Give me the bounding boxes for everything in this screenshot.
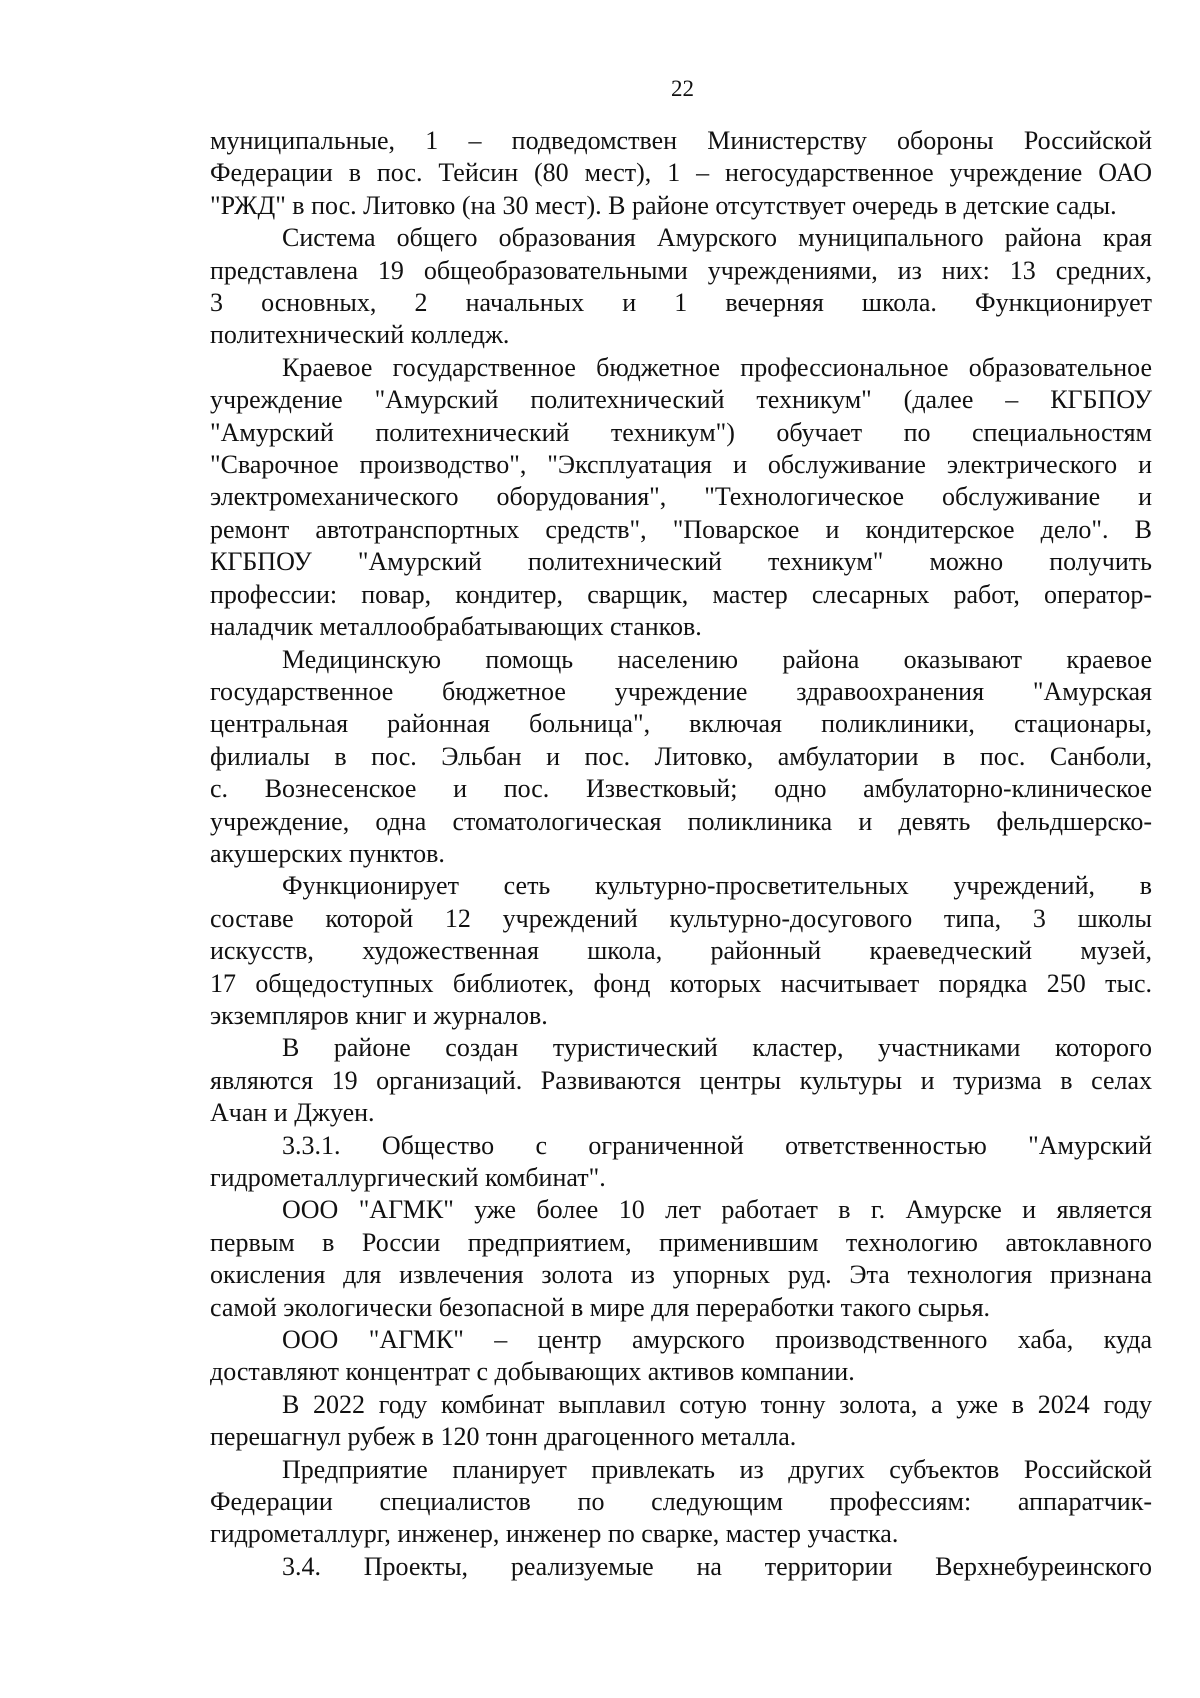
- text-line: 17 общедоступных библиотек, фонд которых насчитывает порядка 250 тыс.: [210, 968, 1152, 998]
- text-line: "Сварочное производство", "Эксплуатация и обслуживание электрического и: [210, 450, 1152, 480]
- text-line: 3.3.1. Общество с ограниченной ответственностью "Амурский: [282, 1130, 1152, 1160]
- paragraph: [210, 125, 1152, 222]
- text-line: экземпляров книг и журналов.: [210, 1000, 548, 1030]
- text-line: политехнический колледж.: [210, 320, 510, 350]
- text-line: ООО "АГМК" – центр амурского производственного хаба, куда: [282, 1325, 1152, 1355]
- text-line: окисления для извлечения золота из упорных руд. Эта технология признана: [210, 1260, 1152, 1290]
- text-line: Медицинскую помощь населению района оказывают краевое: [282, 644, 1152, 674]
- paragraph: [210, 870, 1152, 1032]
- page-number: 22: [671, 76, 694, 101]
- text-line: Система общего образования Амурского муниципального района края: [282, 223, 1152, 253]
- text-line: наладчик металлообрабатывающих станков.: [210, 612, 702, 642]
- body-text: [210, 125, 1152, 1583]
- text-line: гидрометаллург, инженер, инженер по сварке, мастер участка.: [210, 1519, 899, 1549]
- text-line: В 2022 году комбинат выплавил сотую тонну золота, а уже в 2024 году: [282, 1389, 1152, 1419]
- text-line: Федерации в пос. Тейсин (80 мест), 1 – негосударственное учреждение ОАО: [210, 158, 1152, 188]
- text-line: "РЖД" в пос. Литовко (на 30 мест). В районе отсутствует очередь в детские сады.: [210, 190, 1117, 220]
- text-line: Федерации специалистов по следующим профессиям: аппаратчик-: [210, 1487, 1152, 1517]
- text-line: Функционирует сеть культурно-просветительных учреждений, в: [282, 871, 1152, 901]
- text-line: являются 19 организаций. Развиваются центры культуры и туризма в селах: [210, 1065, 1152, 1095]
- text-line: муниципальные, 1 – подведомствен Министерству обороны Российской: [210, 126, 1152, 155]
- paragraph: [210, 1389, 1152, 1454]
- text-line: "Амурский политехнический техникум") обучает по специальностям: [210, 417, 1152, 447]
- text-line: представлена 19 общеобразовательными учреждениями, из них: 13 средних,: [210, 255, 1152, 285]
- text-line: КГБПОУ "Амурский политехнический техникум" можно получить: [210, 547, 1152, 577]
- text-line: Ачан и Джуен.: [210, 1098, 375, 1128]
- text-line: учреждение, одна стоматологическая поликлиника и девять фельдшерско-: [210, 806, 1152, 836]
- paragraph: [210, 1130, 1152, 1195]
- text-line: гидрометаллургический комбинат".: [210, 1163, 606, 1192]
- text-line: самой экологически безопасной в мире для переработки такого сырья.: [210, 1292, 991, 1322]
- text-line: Краевое государственное бюджетное профессиональное образовательное: [282, 352, 1152, 382]
- text-line: 3 основных, 2 начальных и 1 вечерняя школа. Функционирует: [210, 288, 1152, 318]
- text-line: 3.4. Проекты, реализуемые на территории Верхнебуреинского: [282, 1551, 1152, 1581]
- paragraph: [210, 352, 1152, 644]
- text-line: государственное бюджетное учреждение здравоохранения "Амурская: [210, 676, 1152, 706]
- text-line: доставляют концентрат с добывающих активов компании.: [210, 1357, 855, 1387]
- paragraph: [210, 222, 1152, 352]
- text-line: филиалы в пос. Эльбан и пос. Литовко, амбулатории в пос. Санболи,: [210, 741, 1152, 771]
- text-line: первым в России предприятием, применившим технологию автоклавного: [210, 1227, 1152, 1257]
- text-line: ремонт автотранспортных средств", "Поварское и кондитерское дело". В: [210, 514, 1152, 544]
- text-line: составе которой 12 учреждений культурно-досугового типа, 3 школы: [210, 903, 1152, 933]
- text-line: Предприятие планирует привлекать из других субъектов Российской: [282, 1454, 1152, 1484]
- text-line: электромеханического оборудования", "Технологическое обслуживание и: [210, 482, 1152, 512]
- text-line: перешагнул рубеж в 120 тонн драгоценного металла.: [210, 1422, 797, 1452]
- text-line: В районе создан туристический кластер, участниками которого: [282, 1033, 1152, 1063]
- text-line: ООО "АГМК" уже более 10 лет работает в г. Амурске и является: [282, 1195, 1152, 1225]
- paragraph: [210, 1194, 1152, 1324]
- paragraph: [210, 1032, 1152, 1129]
- paragraph: [210, 1454, 1152, 1551]
- paragraph: [210, 1551, 1152, 1583]
- text-line: с. Вознесенское и пос. Известковый; одно амбулаторно-клиническое: [210, 774, 1152, 804]
- text-line: искусств, художественная школа, районный краеведческий музей,: [210, 936, 1152, 966]
- text-line: профессии: повар, кондитер, сварщик, мастер слесарных работ, оператор-: [210, 579, 1152, 609]
- text-line: центральная районная больница", включая поликлиники, стационары,: [210, 709, 1152, 739]
- text-line: учреждение "Амурский политехнический техникум" (далее – КГБПОУ: [210, 385, 1152, 415]
- text-line: акушерских пунктов.: [210, 838, 445, 868]
- paragraph: [210, 644, 1152, 871]
- paragraph: [210, 1324, 1152, 1389]
